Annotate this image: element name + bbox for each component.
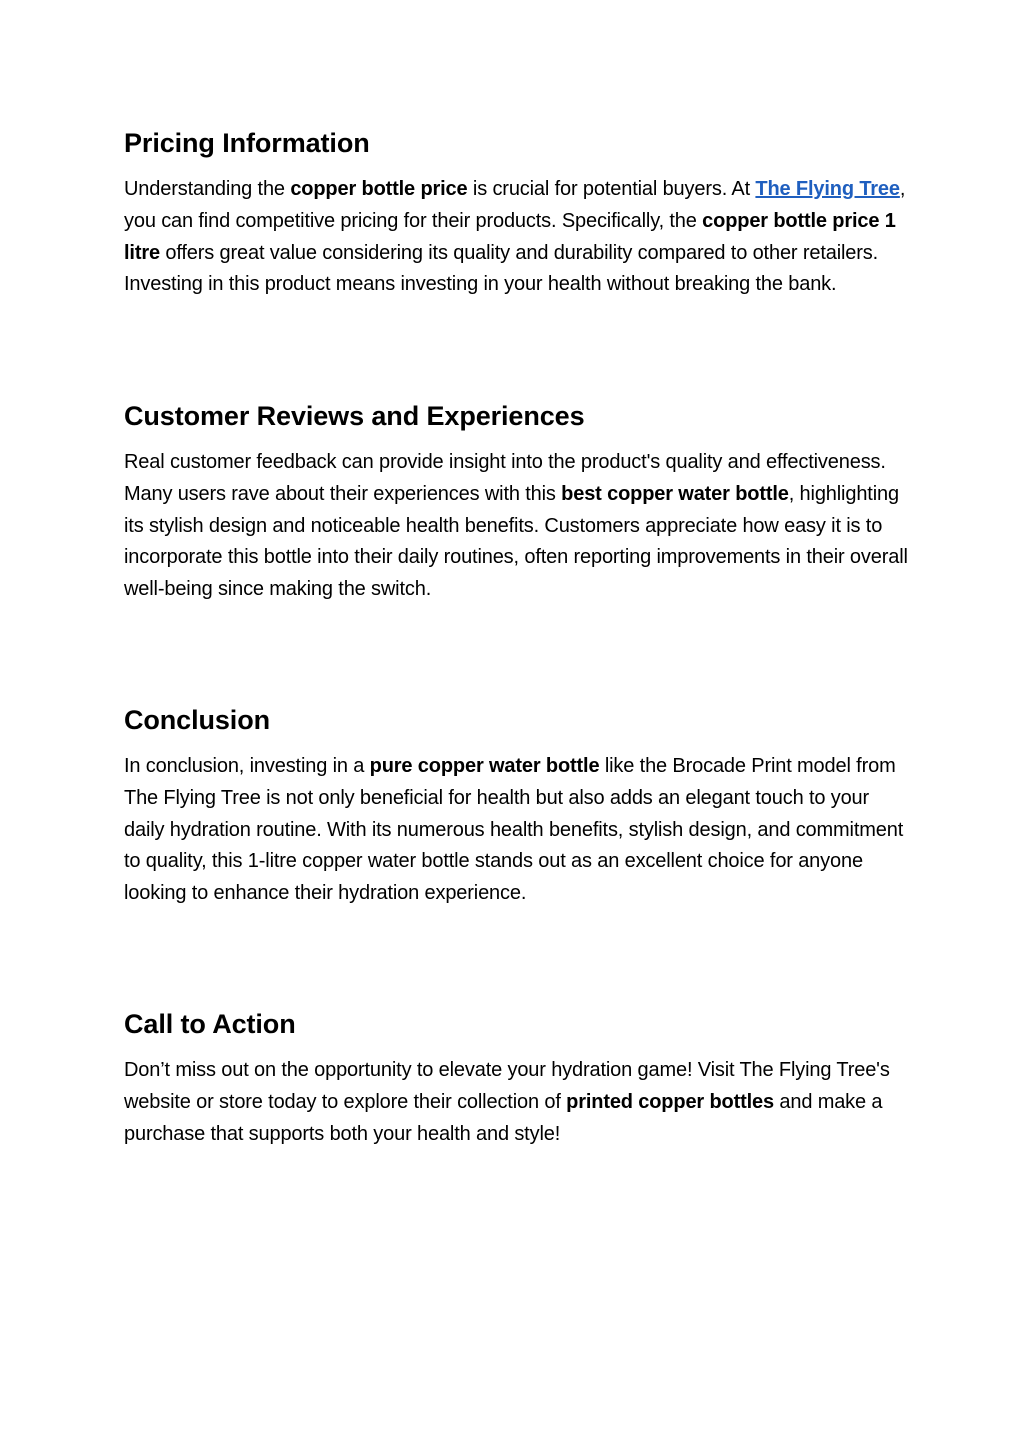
text-run: Real customer feedback can provide insight into the product's quality and effectiveness. Many users rave about their experiences with this xyxy=(124,451,886,505)
text-run: , you can find competitive pricing for their products. Specifically, the xyxy=(124,178,906,232)
section-heading: Customer Reviews and Experiences xyxy=(124,401,585,431)
bold-keyword: copper bottle price xyxy=(290,178,468,200)
text-run: is crucial for potential buyers. At xyxy=(467,178,756,200)
text-run: and make a purchase that supports both your health and style! xyxy=(124,1090,883,1145)
section-paragraph xyxy=(124,751,914,910)
text-run: In conclusion, investing in a xyxy=(124,755,370,777)
section-heading: Pricing Information xyxy=(124,128,370,158)
section-customer-reviews xyxy=(124,399,914,606)
bold-keyword: pure copper water bottle xyxy=(369,755,600,777)
section-heading: Call to Action xyxy=(124,1009,296,1039)
bold-keyword: best copper water bottle xyxy=(561,482,789,505)
text-run: like the Brocade Print model from The Flying Tree is not only beneficial for health but also adds an elegant touch to your daily hydration routine. With its numerous health benefits, stylish design, and commitment to quality, this 1-litre copper water bottle stands out as an excellent choice for anyone looking to enhance their hydration experience. xyxy=(124,755,904,905)
bold-keyword: printed copper bottles xyxy=(566,1090,774,1113)
section-paragraph xyxy=(124,1055,914,1150)
text-run: Understanding the xyxy=(124,178,291,200)
section-pricing-information xyxy=(124,126,914,301)
section-conclusion xyxy=(124,703,914,910)
text-run: Don’t miss out on the opportunity to elevate your hydration game! Visit The Flying Tree's website or store today to explore their collection of xyxy=(124,1059,890,1113)
the-flying-tree-link[interactable]: The Flying Tree xyxy=(755,178,900,200)
text-run: , highlighting its stylish design and noticeable health benefits. Customers appreciate how easy it is to incorporate this bottle into their daily routines, often reporting improvements in their overall well-being since making the switch. xyxy=(124,482,908,601)
bold-keyword: copper bottle price 1 litre xyxy=(124,209,896,264)
section-paragraph xyxy=(124,174,914,301)
section-heading: Conclusion xyxy=(124,705,270,735)
section-call-to-action xyxy=(124,1007,914,1150)
section-paragraph xyxy=(124,447,914,606)
text-run: offers great value considering its quality and durability compared to other retailers. Investing in this product means investing in your health without breaking the bank. xyxy=(124,241,879,296)
